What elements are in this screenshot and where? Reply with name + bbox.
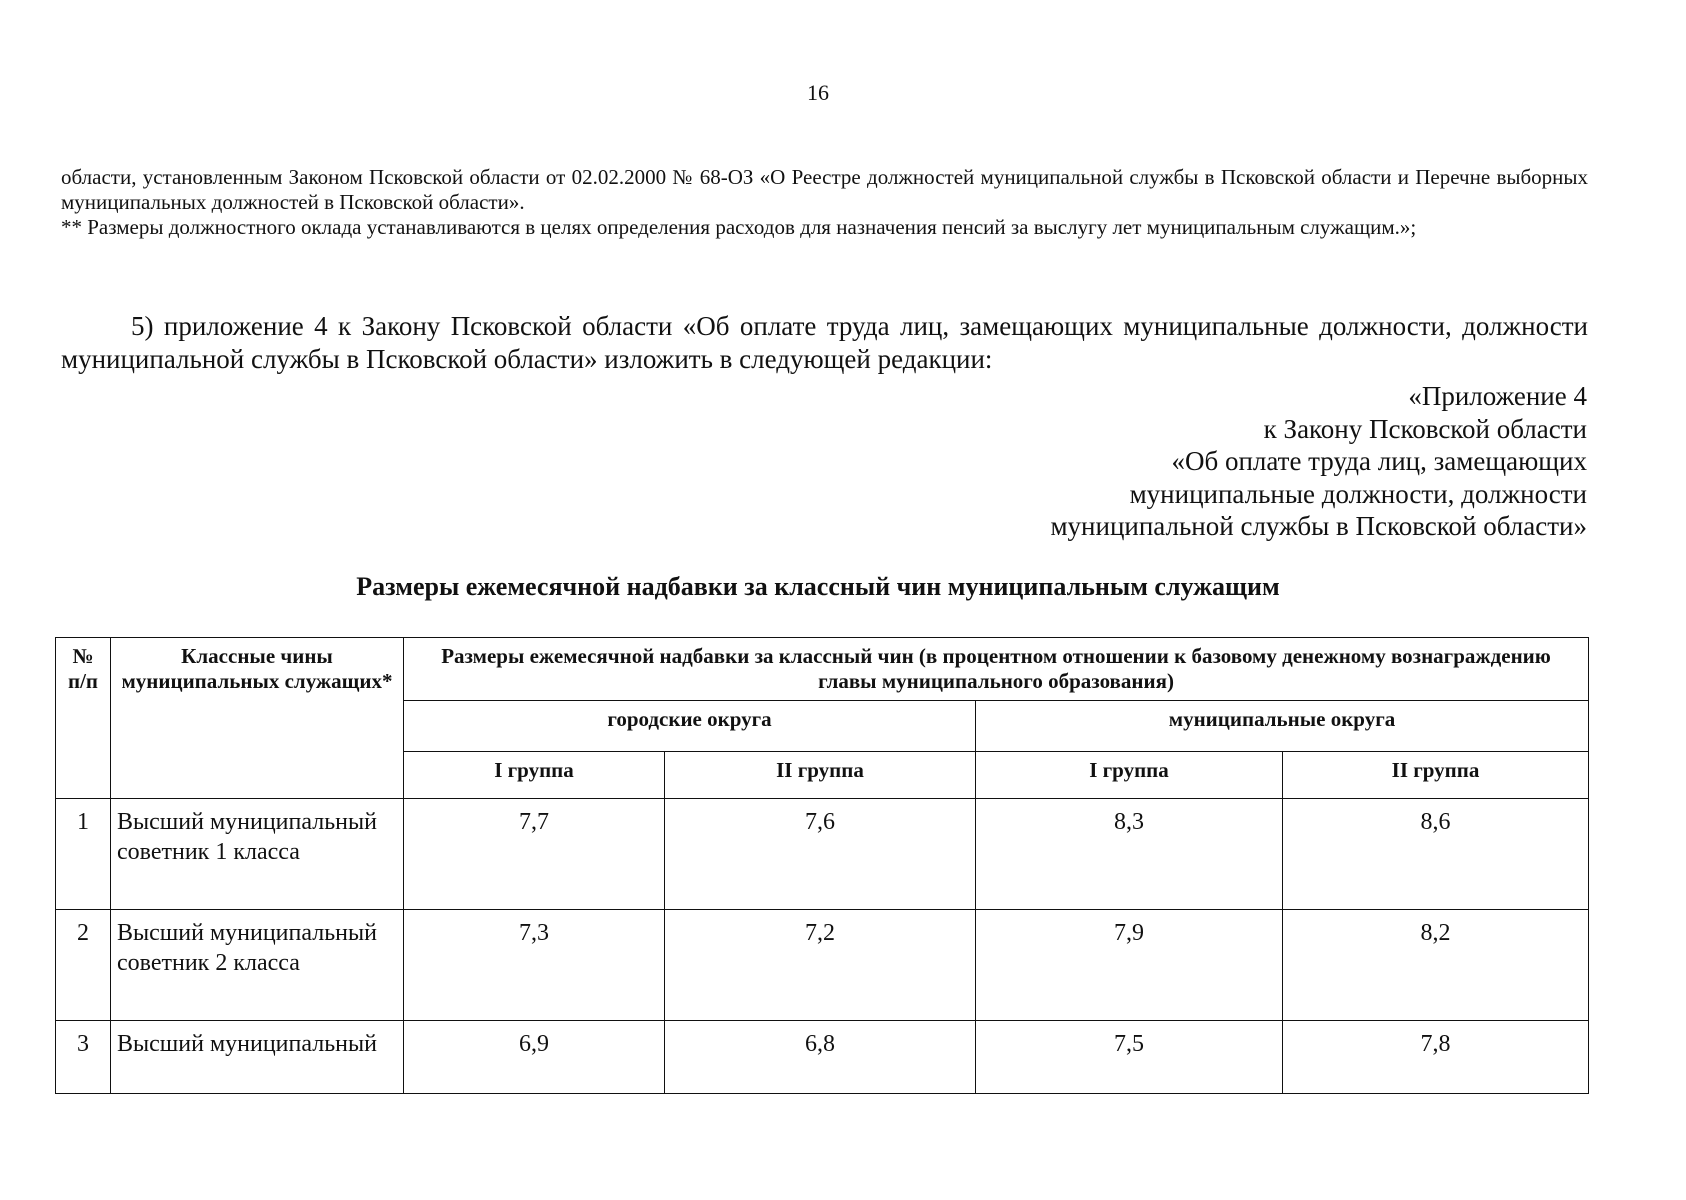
table-row (56, 799, 1589, 910)
appendix-line: «Приложение 4 (1408, 381, 1587, 411)
value-city-group-1: 6,9 (404, 1021, 665, 1094)
amendment-paragraph: 5) приложение 4 к Закону Псковской области «Об оплате труда лиц, замещающих муниципальные должности, должности муниципальной службы в Псковской области» изложить в следующей редакции: (61, 311, 1588, 374)
footnote-continuation: области, установленным Законом Псковской области от 02.02.2000 № 68-ОЗ «О Реестре должностей муниципальной службы в Псковской области и Перечне выборных муниципальных должностей в Псковской области». (61, 165, 1588, 214)
header-allowance-size: Размеры ежемесячной надбавки за классный чин (в процентном отношении к базовому денежному вознаграждению главы муниципального образования) (404, 638, 1589, 701)
row-number: 1 (56, 799, 111, 910)
row-number: 2 (56, 910, 111, 1021)
appendix-line: к Закону Псковской области (1263, 413, 1587, 444)
header-city-group-1: I группа (404, 752, 665, 799)
footnotes (61, 165, 1588, 240)
class-rank-name: Высший муниципальный советник 2 класса (111, 910, 404, 1021)
value-city-group-2: 7,6 (665, 799, 976, 910)
header-number: № п/п (56, 638, 111, 799)
header-city-group-2: II группа (665, 752, 976, 799)
value-municipal-group-2: 7,8 (1283, 1021, 1589, 1094)
value-city-group-2: 7,2 (665, 910, 976, 1021)
class-rank-allowance-table (55, 637, 1589, 1094)
appendix-line: муниципальной службы в Псковской области» (1050, 511, 1587, 541)
value-municipal-group-1: 8,3 (976, 799, 1283, 910)
page-number: 16 (807, 80, 829, 105)
value-city-group-1: 7,3 (404, 910, 665, 1021)
value-municipal-group-1: 7,9 (976, 910, 1283, 1021)
appendix-line: муниципальные должности, должности (1129, 478, 1587, 509)
value-city-group-1: 7,7 (404, 799, 665, 910)
header-municipal-group-1: I группа (976, 752, 1283, 799)
table-row (56, 1021, 1589, 1094)
header-municipal-districts: муниципальные округа (976, 701, 1589, 752)
appendix-line: «Об оплате труда лиц, замещающих (1171, 446, 1587, 476)
table-title: Размеры ежемесячной надбавки за классный чин муниципальным служащим (356, 572, 1280, 601)
header-municipal-group-2: II группа (1283, 752, 1589, 799)
table-row (56, 910, 1589, 1021)
class-rank-name: Высший муниципальный (111, 1021, 404, 1094)
class-rank-name: Высший муниципальный советник 1 класса (111, 799, 404, 910)
value-city-group-2: 6,8 (665, 1021, 976, 1094)
value-municipal-group-2: 8,2 (1283, 910, 1589, 1021)
value-municipal-group-2: 8,6 (1283, 799, 1589, 910)
footnote-double-asterisk: ** Размеры должностного оклада устанавливаются в целях определения расходов для назначения пенсий за выслугу лет муниципальным служащим.»; (61, 215, 1417, 239)
value-municipal-group-1: 7,5 (976, 1021, 1283, 1094)
header-city-districts: городские округа (404, 701, 976, 752)
header-class-rank: Классные чины муниципальных служащих* (111, 638, 404, 799)
row-number: 3 (56, 1021, 111, 1094)
appendix-header (947, 380, 1587, 543)
